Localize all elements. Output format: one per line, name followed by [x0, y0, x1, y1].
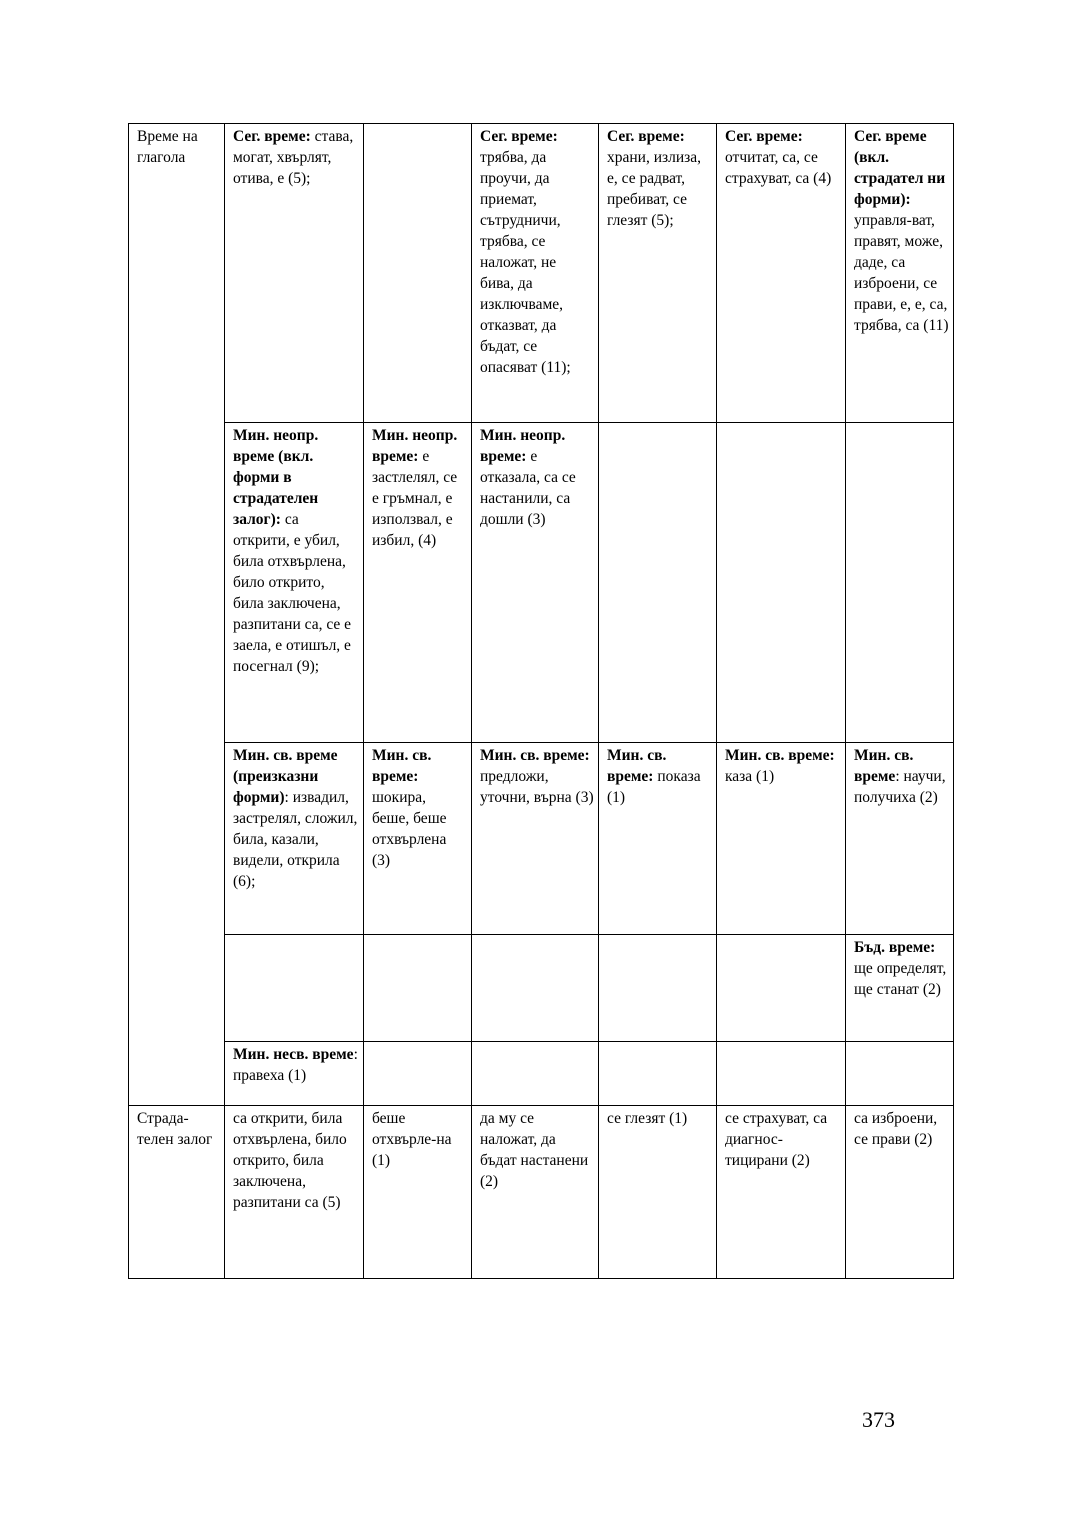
- table-cell: [717, 423, 846, 743]
- cell-text: каза (1): [725, 768, 775, 785]
- cell-text: храни, излиза, е, се радват, пребиват, се глезят (5);: [607, 149, 702, 229]
- cell-text: показа (1): [607, 768, 701, 806]
- cell-title: Мин. несв. време: [233, 1046, 354, 1063]
- cell-text: : правеха (1): [233, 1046, 358, 1084]
- row-label-passive-voice: [129, 1106, 225, 1279]
- cell-title: Сег. време:: [607, 128, 685, 145]
- table-row: [129, 743, 954, 935]
- table-row: [129, 423, 954, 743]
- table-cell: [225, 124, 364, 423]
- table-cell: [364, 423, 472, 743]
- cell-text: беше отхвърле-на (1): [372, 1110, 452, 1169]
- cell-text: : научи, получиха (2): [854, 768, 946, 806]
- table-row: [129, 935, 954, 1042]
- table-cell: [599, 124, 717, 423]
- table-cell: [599, 935, 717, 1042]
- page-number: 373: [862, 1407, 895, 1432]
- row-label-verb-tense: [129, 124, 225, 1106]
- cell-text: шокира, беше, беше отхвърлена (3): [372, 789, 447, 869]
- cell-text: предложи, уточни, върна (3): [480, 768, 594, 806]
- cell-text: става, могат, хвърлят, отива, е (5);: [233, 128, 354, 187]
- table-cell: [364, 1106, 472, 1279]
- cell-title: Мин. неопр. време:: [372, 427, 458, 465]
- cell-text: се страхуват, са диагнос-тицирани (2): [725, 1110, 828, 1169]
- cell-title: Бъд. време:: [854, 939, 936, 956]
- table-cell: [599, 423, 717, 743]
- cell-text: е застлелял, се е гръмнал, е използвал, е избил, (4): [372, 448, 458, 549]
- cell-text: са открити, била отхвърлена, било открито, била заключена, разпитани са (5): [233, 1110, 347, 1211]
- table-cell: [225, 1042, 364, 1106]
- cell-text: се глезят (1): [607, 1110, 688, 1127]
- cell-title: Мин. св. време:: [372, 747, 432, 785]
- cell-text: ще определят, ще станат (2): [854, 960, 947, 998]
- table-cell: [225, 743, 364, 935]
- table-cell: [846, 743, 954, 935]
- table-cell: [225, 1106, 364, 1279]
- cell-title: Мин. св. време:: [607, 747, 667, 785]
- table-cell: [472, 1106, 599, 1279]
- cell-text: да му се наложат, да бъдат настанени (2): [480, 1110, 589, 1190]
- row-label-text: Страда-телен залог: [137, 1110, 213, 1148]
- cell-text: са открити, е убил, била отхвърлена, било открито, била заключена, разпитани са, се е заела, е отишъл, е посегнал (9);: [233, 511, 352, 675]
- table-cell: [225, 423, 364, 743]
- table-row: [129, 1042, 954, 1106]
- cell-title: Сег. време:: [480, 128, 558, 145]
- table-cell: [846, 1106, 954, 1279]
- cell-title: Сег. време:: [725, 128, 803, 145]
- cell-text: управля-ват, правят, може, даде, са изброени, се прави, е, е, са, трябва, са (11): [854, 212, 949, 334]
- table-cell: [364, 124, 472, 423]
- verb-forms-table: [128, 123, 954, 1279]
- cell-title: Сег. време:: [233, 128, 311, 145]
- table-cell: [717, 124, 846, 423]
- cell-title: Мин. св. време:: [725, 747, 835, 764]
- cell-title: Мин. неопр. време:: [480, 427, 566, 465]
- table-cell: [846, 1042, 954, 1106]
- cell-text: : извадил, застрелял, сложил, била, казали, видели, открила (6);: [233, 789, 358, 890]
- cell-text: трябва, да проучи, да приемат, сътрудничи, трябва, се наложат, не бива, да изключваме, отказват, да бъдат, се опасяват (11);: [480, 149, 571, 376]
- table-cell: [717, 1042, 846, 1106]
- table-cell: [472, 1042, 599, 1106]
- cell-title: Сег. време (вкл. страдател ни форми):: [854, 128, 946, 208]
- table-cell: [472, 423, 599, 743]
- table-cell: [846, 423, 954, 743]
- table-cell: [717, 743, 846, 935]
- table-cell: [599, 1106, 717, 1279]
- table-cell: [717, 1106, 846, 1279]
- table-cell: [472, 935, 599, 1042]
- table-cell: [599, 743, 717, 935]
- table-cell: [364, 1042, 472, 1106]
- table-cell: [364, 935, 472, 1042]
- cell-text: е отказала, са се настанили, са дошли (3): [480, 448, 576, 528]
- cell-title: Мин. неопр. време (вкл. форми в страдателен залог):: [233, 427, 319, 528]
- table-row: [129, 124, 954, 423]
- table-cell: [846, 124, 954, 423]
- cell-title: Мин. св. време:: [480, 747, 590, 764]
- table-row: [129, 1106, 954, 1279]
- cell-title: Мин. св. време (преизказни форми): [233, 747, 338, 806]
- table-cell: [846, 935, 954, 1042]
- table-cell: [472, 743, 599, 935]
- table-cell: [364, 743, 472, 935]
- cell-text: отчитат, са, се страхуват, са (4): [725, 149, 832, 187]
- cell-title: Мин. св. време: [854, 747, 914, 785]
- row-label-text: Време на глагола: [137, 128, 198, 166]
- cell-text: са изброени, се прави (2): [854, 1110, 938, 1148]
- table-cell: [225, 935, 364, 1042]
- table-cell: [717, 935, 846, 1042]
- table-cell: [472, 124, 599, 423]
- table-cell: [599, 1042, 717, 1106]
